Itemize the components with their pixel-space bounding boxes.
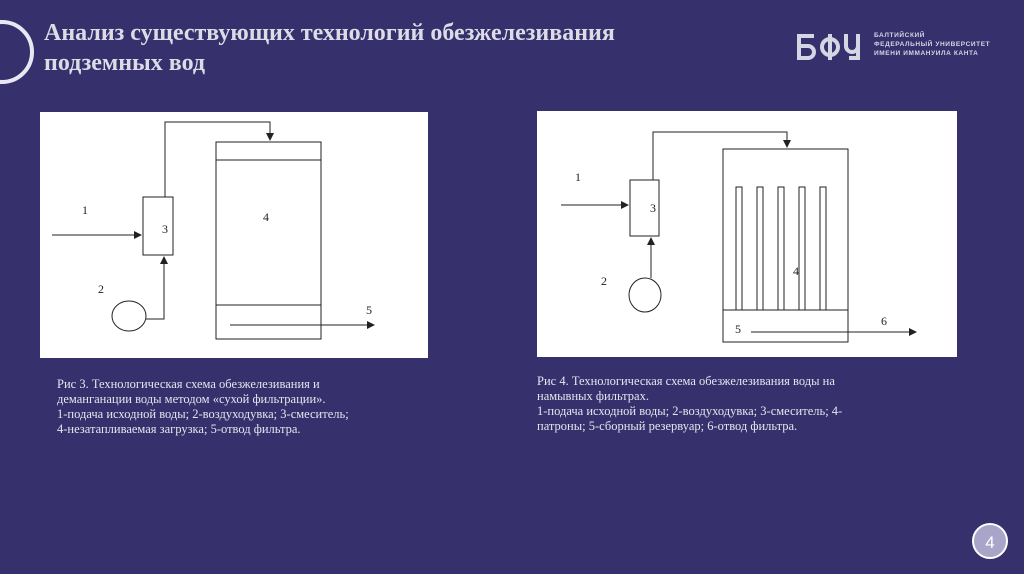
bfu-logo-mark — [796, 34, 866, 62]
label-5: 5 — [735, 322, 741, 336]
precoat-filter-diagram — [537, 111, 957, 357]
title-line-2: подземных вод — [44, 50, 206, 76]
label-1: 1 — [82, 203, 88, 217]
title-line-1: Анализ существующих технологий обезжелезивания — [44, 20, 615, 46]
mixer-box — [143, 197, 173, 255]
figure-precoat-filters — [537, 111, 957, 357]
logo-text — [874, 31, 990, 58]
caption-line: патроны; 5-сборный резервуар; 6-отвод фильтра. — [537, 419, 798, 433]
label-3: 3 — [650, 201, 656, 215]
caption-line: 1-подача исходной воды; 2-воздуходувка; 3-смеситель; — [57, 407, 349, 421]
cartridges — [736, 187, 826, 310]
blower-circle — [112, 301, 146, 331]
label-2: 2 — [601, 274, 607, 288]
label-3: 3 — [162, 222, 168, 236]
dry-filtration-diagram — [40, 112, 428, 358]
logo-line-3: ИМЕНИ ИММАНУИЛА КАНТА — [874, 50, 979, 57]
label-1: 1 — [575, 170, 581, 184]
caption-line: деманганации воды методом «сухой фильтрации». — [57, 392, 326, 406]
label-6: 6 — [881, 314, 887, 328]
caption-line: Рис 3. Технологическая схема обезжелезивания и — [57, 377, 320, 391]
caption-line: 4-незатапливаемая загрузка; 5-отвод фильтра. — [57, 422, 301, 436]
logo-line-2: ФЕДЕРАЛЬНЫЙ УНИВЕРСИТЕТ — [874, 41, 991, 48]
filter-tank — [216, 142, 321, 339]
page-number-badge: 4 — [972, 523, 1008, 559]
label-2: 2 — [98, 282, 104, 296]
caption-line: Рис 4. Технологическая схема обезжелезивания воды на — [537, 374, 835, 388]
slide-title — [44, 18, 784, 78]
blower-circle — [629, 278, 661, 312]
figure-2-caption — [537, 374, 917, 434]
mixer-to-filter-line — [653, 132, 787, 180]
caption-line: намывных фильтрах. — [537, 389, 649, 403]
caption-line: 1-подача исходной воды; 2-воздуходувка; 3-смеситель; 4- — [537, 404, 843, 418]
label-5: 5 — [366, 303, 372, 317]
university-logo — [796, 30, 996, 70]
label-4: 4 — [263, 210, 269, 224]
decorative-circle — [0, 20, 34, 84]
label-4: 4 — [793, 264, 799, 278]
figure-dry-filtration — [40, 112, 428, 358]
logo-line-1: БАЛТИЙСКИЙ — [874, 32, 926, 39]
blower-to-mixer-line — [146, 257, 164, 319]
figure-1-caption — [57, 377, 427, 437]
